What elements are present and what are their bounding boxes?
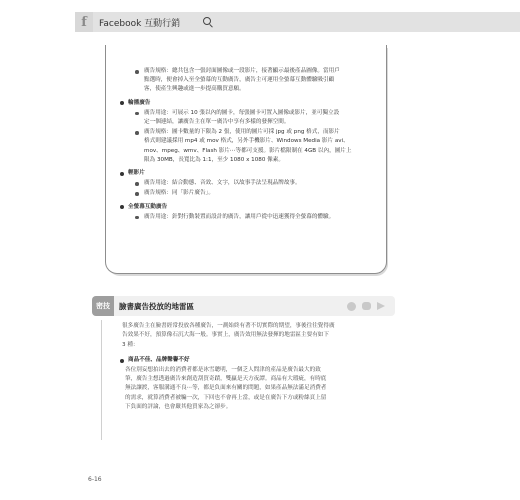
text-line: mov、mpeg、wmv、Flash 影片⋯等都可支援。影片檔限制在 4GB 以內，圖片上 (144, 147, 352, 154)
text-line: 定一個連結，讓廣告主在單一廣告中享有多樣的發揮空間。 (144, 119, 290, 126)
paragraph (122, 366, 392, 413)
comment-icon (362, 302, 371, 310)
text-line: 廣告規格：同「影片廣告」。 (144, 190, 214, 197)
text-line: 很多廣告主在臉書經常投放各種廣告，一測始終有著不切實際的期望，事後往往覺得廣 (122, 323, 335, 329)
text-line: 客，使產生興趣或進一步提高購買意願。 (144, 86, 245, 93)
list-item (122, 128, 376, 165)
list-item (122, 109, 376, 127)
text-line: 各位別妄想拍出去的消費者都是冰雪聰明，一個乏人問津的產品是廣告最大的致 (125, 366, 321, 373)
tip-tag: 密技 (92, 296, 114, 316)
tip-title: 臉書廣告投放的地雷區 (119, 301, 194, 311)
tip-body (122, 322, 392, 413)
tip-icons (347, 302, 385, 311)
section-heading: 全螢幕互動廣告 (122, 203, 376, 212)
section-heading: 商品不佳、品牌聲譽不好 (122, 356, 392, 365)
page-number: 6-16 (88, 476, 102, 483)
list-item (122, 179, 376, 188)
paragraph (122, 322, 392, 350)
text-line: 點選時，便會掉入至全螢幕的互動廣告，廣告主可運用全螢幕互動體驗吸引顧 (144, 77, 335, 84)
page-header (75, 12, 520, 32)
section-heading: 輕影片 (122, 169, 376, 178)
text-line: 下負面的評論，也會嚴其他買家為之卻步。 (125, 404, 232, 411)
text-line: 廣告用途：結合動態、音效、文字，以故事手法呈現品牌故事。 (144, 180, 301, 187)
section-heading: 輪播廣告 (122, 99, 376, 108)
text-line: 廣告用途：針對行動裝置而設計的廣告，讓用戶從中迅速獲得全螢幕的體驗。 (144, 213, 335, 220)
header-title: Facebook 互動行銷 (99, 18, 181, 29)
ad-format-box (105, 45, 387, 274)
text-line: 告效果不好，預算像石沉大海一般。事實上，廣告效用無法發揮的地雷區主要有如下 (122, 332, 329, 339)
list-item (122, 213, 376, 222)
text-line: 3 種： (122, 341, 139, 348)
list-item (122, 189, 376, 198)
text-line: 廣告規格：總共包含一張封面圖像或一段影片，接著顯示最後產品圖像。當用戶 (144, 68, 340, 74)
text-line: 廣告用途：可展示 10 張以內的圖卡，每張圖卡可置入圖像或影片，並可獨立設 (144, 109, 340, 116)
heart-icon (347, 302, 356, 311)
facebook-logo-icon: f (75, 12, 93, 32)
text-line: 限為 30MB，長寬比為 1:1，至少 1080 x 1080 像素。 (144, 156, 284, 163)
text-line: 筆，廣告主想透過廣告來創造刮買奇蹟，雙贏是天方夜譚。商品有大瑕疵，有時底 (125, 376, 327, 383)
share-icon (377, 302, 385, 310)
search-icon (202, 16, 214, 28)
divider (101, 320, 102, 440)
list-item (122, 67, 376, 95)
text-line: 無法讓渡，客服溝通不良⋯等，都是負面來有關的問題，如果產品無法滿足消費者 (125, 385, 327, 392)
tip-header (92, 296, 395, 316)
text-line: 格式則建議採用 mp4 或 mov 格式，另外手機影片、Windows Media 影片 avi、 (144, 138, 349, 145)
text-line: 廣告規格：圖卡數量的下限為 2 張，使用的圖片可採 jpg 或 png 格式，而影片 (144, 129, 340, 136)
text-line: 的需求，就算消費者被騙一次，下回也不會再上當，或是在廣告下方或粉絲頁上留 (125, 394, 327, 401)
